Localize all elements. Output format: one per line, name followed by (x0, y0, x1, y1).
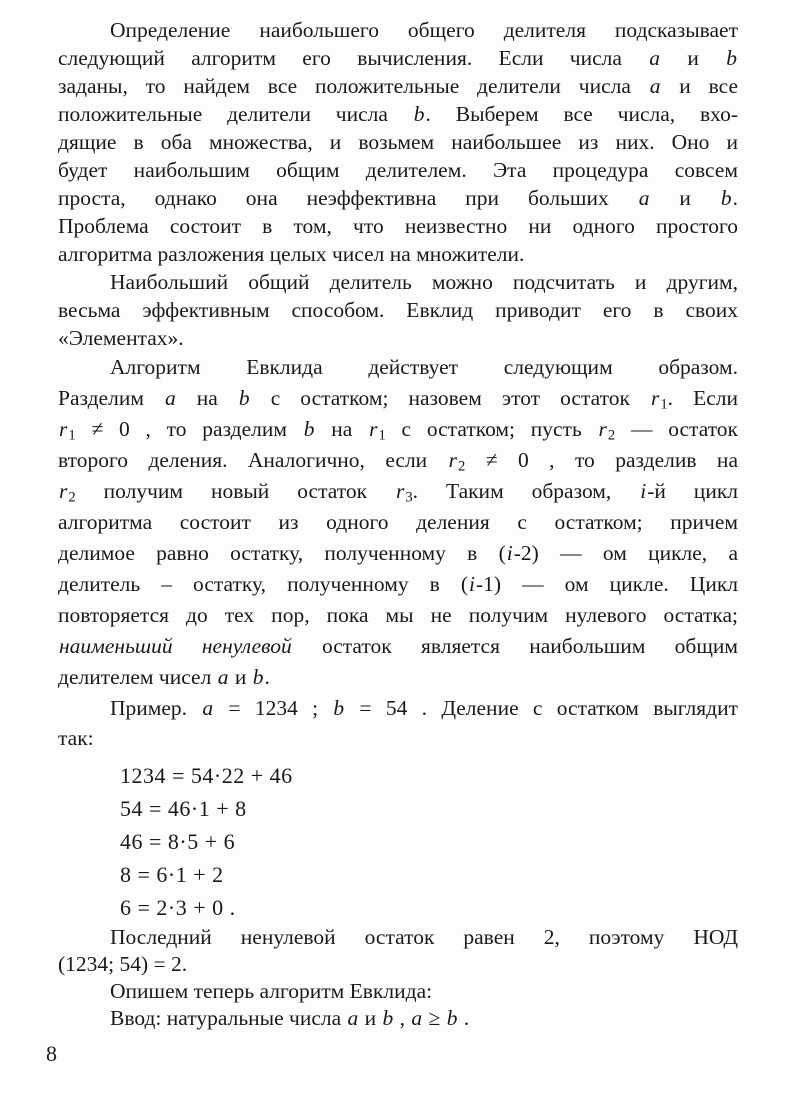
text-segment: будет наибольшим общим делителем. Эта процедура совсем (58, 158, 738, 182)
text-line (58, 212, 738, 240)
text-line (58, 978, 738, 1005)
paragraph (58, 693, 738, 753)
text-line (58, 569, 738, 600)
text-segment: делителем чисел (58, 665, 217, 689)
text-segment: повторяется до тех пор, пока мы не получим нулевого остатка; (58, 603, 738, 627)
subscript-index: 3 (405, 489, 413, 506)
text-segment: . (458, 1006, 470, 1030)
text-line (58, 324, 738, 352)
text-segment: -2) — ом цикле, а (513, 541, 738, 565)
text-segment: -1) — ом цикле. Цикл (475, 572, 739, 596)
text-line (58, 600, 738, 631)
text-line (58, 631, 738, 662)
text-segment: заданы, то найдем все положительные делители числа (58, 74, 649, 98)
text-segment: проста, однако она неэффективна при больших (58, 186, 638, 210)
text-segment: Определение наибольшего общего делителя подсказывает (110, 18, 738, 42)
text-line (58, 1005, 738, 1032)
math-variable: b (382, 1006, 394, 1030)
math-variable: r (448, 448, 457, 472)
text-segment: 46 = 8·5 + 6 (120, 829, 236, 854)
text-segment: Алгоритм Евклида действует следующим образом. (110, 355, 738, 379)
text-segment: . (732, 186, 738, 210)
text-line (58, 445, 738, 476)
text-segment: алгоритма состоит из одного деления с остатком; причем (58, 510, 738, 534)
text-segment: алгоритма разложения целых чисел на множители. (58, 242, 525, 266)
text-segment: ≥ (423, 1006, 446, 1030)
math-variable: r (369, 417, 378, 441)
text-segment: , (394, 1006, 411, 1030)
text-segment: и (359, 1006, 382, 1030)
text-line (58, 296, 738, 324)
equation-block (120, 759, 738, 924)
text-segment: Пример. (110, 696, 202, 720)
equation-line (120, 891, 738, 924)
document-body (58, 16, 738, 1032)
math-variable: i (469, 572, 475, 596)
text-segment: и (229, 665, 252, 689)
equation-line (120, 858, 738, 891)
math-variable: b (238, 386, 250, 410)
page-number: 8 (46, 1041, 57, 1066)
text-line (58, 951, 738, 978)
paragraph (58, 978, 738, 1005)
text-segment: положительные делители числа (58, 102, 413, 126)
math-variable: a (202, 696, 214, 720)
text-segment: делитель – остатку, полученному в ( (58, 572, 468, 596)
text-segment: остаток является наибольшим общим (292, 634, 738, 658)
equation-line (120, 825, 738, 858)
text-segment: 8 = 6·1 + 2 (120, 862, 224, 887)
math-variable: b (720, 186, 732, 210)
equation-line (120, 759, 738, 792)
math-variable: a (411, 1006, 423, 1030)
text-segment: . Выберем все числа, вхо- (425, 102, 738, 126)
text-segment: — остаток (615, 417, 739, 441)
text-segment: . Таким образом, (412, 479, 640, 503)
paragraph (58, 268, 738, 352)
math-variable: r (650, 386, 660, 410)
text-line (58, 156, 738, 184)
text-line (58, 693, 738, 723)
text-segment: Разделим (58, 386, 164, 410)
text-line (58, 538, 738, 569)
math-variable: a (164, 386, 176, 410)
subscript-index: 1 (68, 427, 76, 444)
text-segment: . (264, 665, 270, 689)
subscript-index: 2 (68, 489, 76, 506)
text-segment: 6 = 2·3 + 0 . (120, 895, 236, 920)
text-segment: и все (661, 74, 738, 98)
text-line (58, 184, 738, 212)
text-segment: ≠ 0 , то разделив на (465, 448, 738, 472)
text-segment: с остатком; пусть (385, 417, 598, 441)
paragraph (58, 352, 738, 693)
text-segment: 1234 = 54·22 + 46 (120, 763, 293, 788)
text-segment: Последний ненулевой остаток равен 2, поэтому НОД (110, 925, 738, 949)
math-variable: наименьший ненулевой (59, 634, 292, 658)
text-segment: делимое равно остатку, полученному в ( (58, 541, 506, 565)
text-line (58, 100, 738, 128)
text-segment: так: (58, 726, 94, 750)
text-segment: (1234; 54) = 2. (58, 952, 188, 976)
math-variable: i (506, 541, 513, 565)
text-line (58, 723, 738, 753)
text-segment: 54 = 46·1 + 8 (120, 796, 247, 821)
paragraph (58, 16, 738, 268)
math-variable: b (726, 46, 737, 70)
text-line (58, 476, 738, 507)
text-segment: ≠ 0 , то разделим (75, 417, 303, 441)
text-segment: дящие в оба множества, и возьмем наибольшее из них. Оно и (58, 130, 738, 154)
text-segment: Ввод: натуральные числа (110, 1006, 347, 1030)
text-line (58, 268, 738, 296)
math-variable: b (252, 665, 264, 689)
math-variable: a (347, 1006, 359, 1030)
text-segment: = 1234 ; (214, 696, 333, 720)
paragraph (58, 1005, 738, 1032)
math-variable: i (640, 479, 647, 503)
text-line (58, 924, 738, 951)
math-variable: b (333, 696, 345, 720)
math-variable: b (303, 417, 315, 441)
text-segment: = 54 . Деление с остатком выглядит (345, 696, 738, 720)
math-variable: b (446, 1006, 458, 1030)
text-line (58, 507, 738, 538)
text-segment: следующий алгоритм его вычисления. Если числа (58, 46, 649, 70)
subscript-index: 1 (660, 396, 668, 413)
subscript-index: 2 (458, 458, 466, 475)
math-variable: a (649, 46, 661, 70)
text-segment: и (650, 186, 720, 210)
text-segment: весьма эффективным способом. Евклид приводит его в своих (58, 298, 738, 322)
text-segment: с остатком; назовем этот остаток (250, 386, 650, 410)
subscript-index: 1 (378, 427, 386, 444)
text-segment: получим новый остаток (75, 479, 395, 503)
paragraph (58, 924, 738, 978)
text-segment: -й цикл (647, 479, 738, 503)
equation-line (120, 792, 738, 825)
text-line (58, 44, 738, 72)
text-line (58, 383, 738, 414)
text-segment: и (661, 46, 726, 70)
text-line (58, 72, 738, 100)
text-segment: «Элементах». (58, 326, 184, 350)
text-segment: Наибольший общий делитель можно подсчитать и другим, (110, 270, 738, 294)
math-variable: r (598, 417, 607, 441)
math-variable: r (395, 479, 405, 503)
text-segment: второго деления. Аналогично, если (58, 448, 448, 472)
subscript-index: 2 (607, 427, 616, 444)
math-variable: a (217, 665, 229, 689)
text-segment: Опишем теперь алгоритм Евклида: (110, 979, 433, 1003)
math-variable: r (59, 417, 68, 441)
text-segment: . Если (667, 386, 738, 410)
text-line (58, 16, 738, 44)
text-segment: на (176, 386, 238, 410)
math-variable: a (638, 186, 650, 210)
math-variable: b (413, 102, 425, 126)
text-line (58, 128, 738, 156)
text-segment: Проблема состоит в том, что неизвестно ни одного простого (58, 214, 738, 238)
text-line (58, 414, 738, 445)
text-segment: на (315, 417, 369, 441)
text-line (58, 352, 738, 383)
math-variable: r (59, 479, 68, 503)
text-line (58, 240, 738, 268)
math-variable: a (649, 74, 661, 98)
text-line (58, 662, 738, 693)
